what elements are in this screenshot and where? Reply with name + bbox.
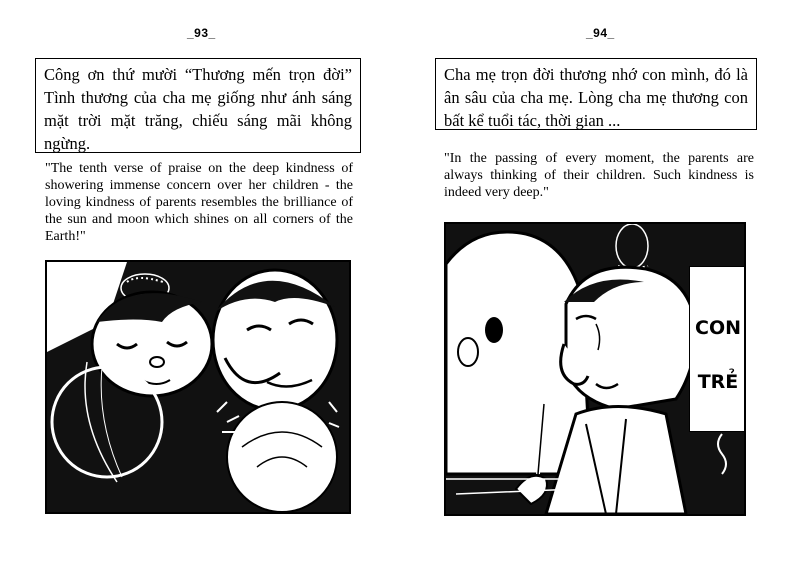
right-page xyxy=(400,0,800,566)
illustration-panel-left xyxy=(45,260,351,514)
english-caption: "In the passing of every moment, the parents are always thinking of their children. Such kindness is indeed very deep." xyxy=(444,151,754,200)
illustration-panel-right xyxy=(444,222,746,516)
page-number: _93_ xyxy=(187,26,216,40)
page-number: _94_ xyxy=(586,26,615,40)
sign-text-line2: TRẺ xyxy=(697,371,739,393)
english-caption: "The tenth verse of praise on the deep kindness of showering immense concern over her children - the loving kindness of parents resembles the brilliance of the sun and moon which shines on all corners of the Earth!" xyxy=(45,161,353,244)
wall-sign xyxy=(689,266,746,432)
sign-text-line1: CON xyxy=(695,317,741,339)
mother-child-illustration xyxy=(47,262,349,512)
vietnamese-caption-box: Công ơn thứ mười “Thương mến trọn đời” Tình thương của cha mẹ giống như ánh sáng mặt trời mặt trăng, chiếu sáng mãi không ngừng. xyxy=(35,58,361,153)
vietnamese-caption-box: Cha mẹ trọn đời thương nhớ con mình, đó là ân sâu của cha mẹ. Lòng cha mẹ thương con bất kể tuổi tác, thời gian ... xyxy=(435,58,757,130)
